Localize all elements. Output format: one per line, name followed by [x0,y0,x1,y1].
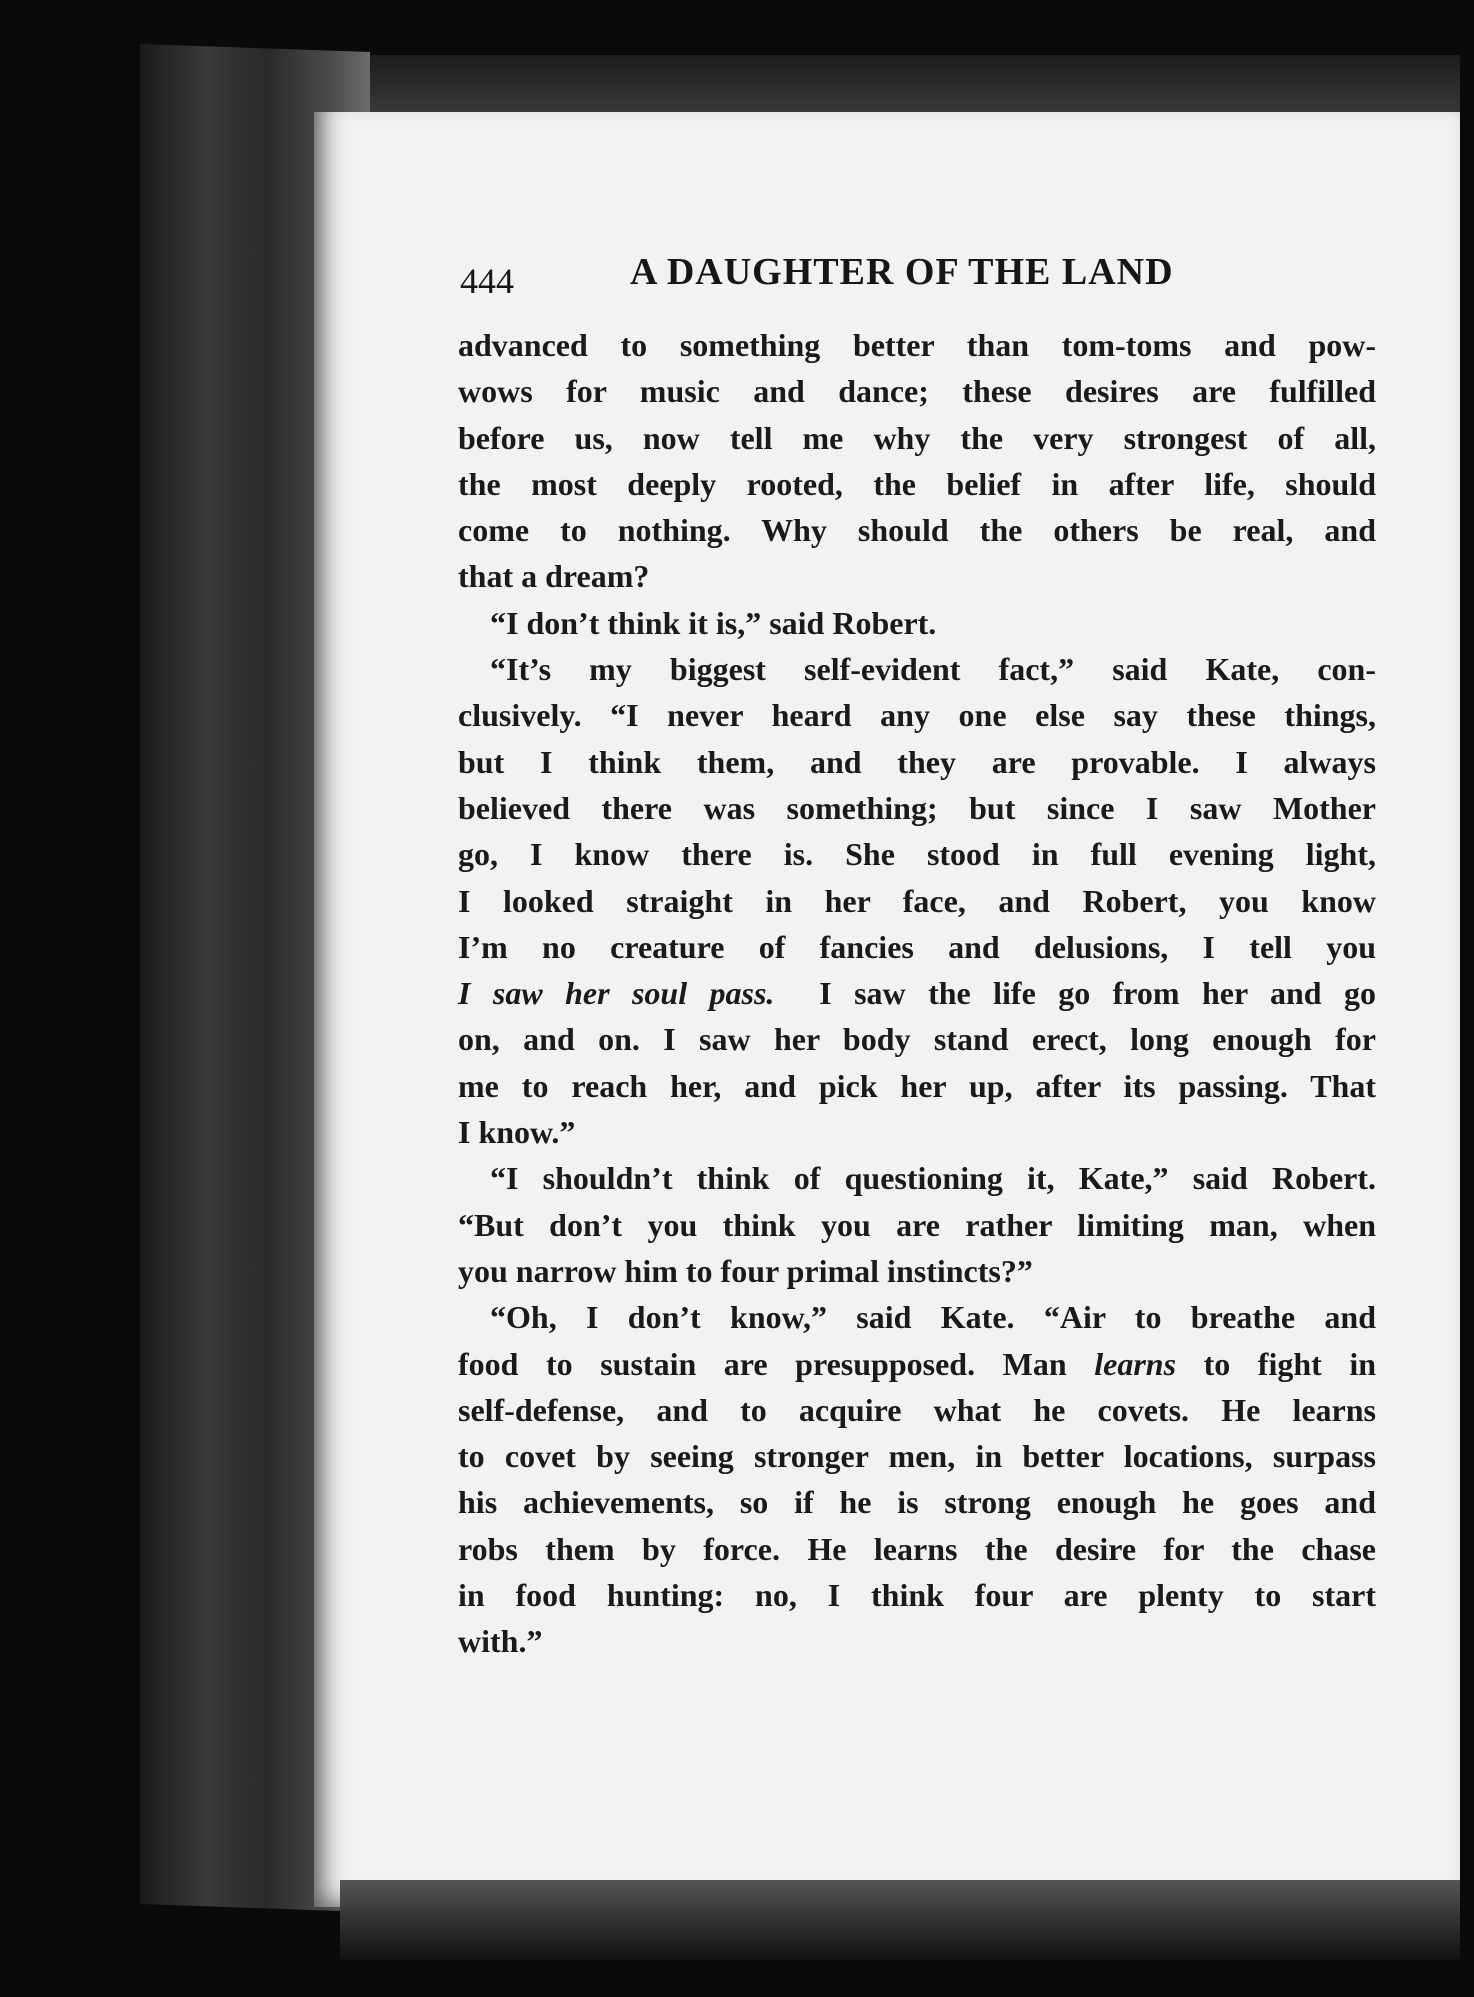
text-line: I’m no creature of fancies and delusions, I tell you [458,928,1376,965]
text-line: I know.” [458,1114,576,1151]
body-text [458,322,1376,1665]
text-line: that a dream? [458,558,650,595]
text-line: clusively. “I never heard any one else say these things, [458,697,1376,734]
page-bottom-shadow [340,1880,1460,1960]
text-span: food to sustain are presupposed. Man [458,1345,1067,1382]
text-line: with.” [458,1623,543,1660]
text-span: to fight in [1203,1345,1377,1382]
text-line: his achievements, so if he is strong enough he goes and [458,1484,1376,1521]
text-line: to covet by seeing stronger men, in better locations, surpass [458,1438,1376,1475]
text-span: I saw the life go from her and go [819,975,1377,1012]
running-title: A DAUGHTER OF THE LAND [630,251,1174,293]
page-number: 444 [460,261,514,301]
italic-word: learns [1094,1345,1177,1382]
text-line: “It’s my biggest self-evident fact,” said Kate, con- [490,651,1376,688]
text-line: go, I know there is. She stood in full evening light, [458,836,1376,873]
text-line: in food hunting: no, I think four are plenty to start [458,1577,1376,1614]
text-line: but I think them, and they are provable. I always [458,743,1376,780]
text-line: on, and on. I saw her body stand erect, long enough for [458,1021,1376,1058]
text-line: believed there was something; but since I saw Mother [458,789,1376,826]
text-line: wows for music and dance; these desires are fulfilled [458,373,1376,410]
page-header [460,250,1460,310]
text-line: “I shouldn’t think of questioning it, Kate,” said Robert. [490,1160,1376,1197]
text-line: “Oh, I don’t know,” said Kate. “Air to breathe and [490,1299,1376,1336]
text-line: “But don’t you think you are rather limiting man, when [458,1206,1376,1243]
italic-phrase: I saw her soul pass. [458,975,775,1012]
text-line: I looked straight in her face, and Robert, you know [458,882,1376,919]
text-line-mixed [458,1341,1376,1387]
text-line-mixed [458,970,1376,1016]
text-line: advanced to something better than tom-toms and pow- [458,327,1376,363]
text-line: before us, now tell me why the very strongest of all, [458,419,1376,456]
text-line: self-defense, and to acquire what he covets. He learns [458,1391,1376,1428]
text-line: you narrow him to four primal instincts?” [458,1252,1033,1289]
text-line: robs them by force. He learns the desire for the chase [458,1530,1376,1567]
text-line: “I don’t think it is,” said Robert. [490,604,937,641]
text-line: me to reach her, and pick her up, after its passing. That [458,1067,1376,1104]
text-line: the most deeply rooted, the belief in after life, should [458,465,1376,502]
text-line: come to nothing. Why should the others be real, and [458,512,1376,549]
